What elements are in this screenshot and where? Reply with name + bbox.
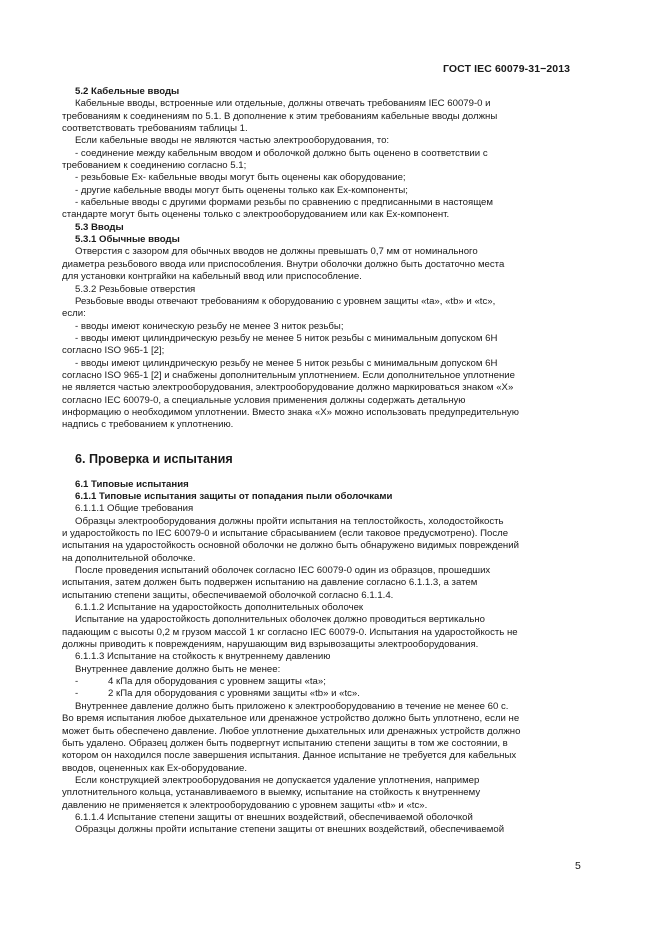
section-heading-6-1-1-1: 6.1.1.1 Общие требования: [75, 503, 194, 515]
list-dash: -: [75, 688, 79, 700]
text-line: диаметра резьбового ввода или приспособления. Внутри оболочки должно быть достаточно места: [62, 258, 505, 270]
text-line: котором он находился после завершения испытания. Данное испытание не требуется для кабельных: [62, 750, 517, 762]
list-item-text: 2 кПа для оборудования с уровнями защиты «tb» и «tc».: [108, 688, 360, 700]
text-line: требованиям к соединениям по 5.1. В дополнение к этим требованиям кабельные вводы должны: [62, 110, 498, 122]
list-item-text: 4 кПа для оборудования с уровнем защиты «ta»;: [108, 676, 326, 688]
text-line: Если конструкцией электрооборудования не допускается удаление уплотнения, например: [75, 774, 480, 786]
list-item: - вводы имеют цилиндрическую резьбу не менее 5 ниток резьбы с минимальным допуском 6H: [75, 332, 498, 344]
list-item: [62, 688, 584, 700]
section-heading-6: 6. Проверка и испытания: [75, 451, 233, 466]
text-line: Резьбовые вводы отвечают требованиям к оборудованию с уровнем защиты «ta», «tb» и «tc»,: [75, 295, 496, 307]
text-line: не является частью электрооборудования, электрооборудование должно маркироваться знаком «X»: [62, 382, 514, 394]
text-line: быть удалено. Образец должен быть подвергнут испытанию степени защиты в том же состоянии, в: [62, 737, 508, 749]
list-item: - вводы имеют цилиндрическую резьбу не менее 5 ниток резьбы с минимальным допуском 6H: [75, 357, 498, 369]
text-line: должны приводить к повреждениям, нарушающим вид взрывозащиты электрооборудования.: [62, 639, 479, 651]
text-line: Испытание на ударостойкость дополнительных оболочек должно проводиться вертикально: [75, 614, 485, 626]
text-line: согласно IEC 60079-0, а специальные условия применения должны содержать детальную: [62, 394, 466, 406]
text-line: если:: [62, 308, 86, 320]
list-item: - резьбовые Ex- кабельные вводы могут быть оценены как оборудование;: [75, 172, 406, 184]
text-line: После проведения испытаний оболочек согласно IEC 60079-0 один из образцов, прошедших: [75, 565, 491, 577]
text-line: требованием к соединению согласно 5.1;: [62, 160, 247, 172]
text-line: Отверстия с зазором для обычных вводов не должны превышать 0,7 мм от номинального: [75, 246, 478, 258]
text-line: вводов, оцененных как Ex-оборудование.: [62, 762, 248, 774]
section-heading-6-1-1-2: 6.1.1.2 Испытание на ударостойкость дополнительных оболочек: [75, 602, 364, 614]
text-line: и ударостойкость по IEC 60079-0 и испытание сбрасыванием (если таковое предусмотрено). После: [62, 528, 509, 539]
list-item: [62, 676, 584, 688]
list-item: - вводы имеют коническую резьбу не менее 3 ниток резьбы;: [75, 320, 344, 332]
text-line: уплотнительного кольца, устанавливаемого в выемку, испытание на стойкость к внутреннему: [62, 787, 481, 799]
text-line: стандарте могут быть оценены только с электрооборудованием или как Ex-компонент.: [62, 209, 450, 221]
text-line: надпись с требованием к уплотнению.: [62, 419, 234, 431]
text-line: Если кабельные вводы не являются частью электрооборудования, то:: [75, 135, 390, 147]
text-line: Внутреннее давление должно быть не менее:: [75, 663, 281, 675]
list-item: - кабельные вводы с другими формами резьбы по сравнению с предписанными в настоящем: [75, 197, 493, 209]
text-line: Образцы электрооборудования должны пройти испытания на теплостойкость, холодостойкость: [75, 515, 504, 527]
text-line: давлению не применяется к электрооборудованию с уровнем защиты «tb» и «tc».: [62, 799, 428, 811]
text-line: Образцы должны пройти испытание степени защиты от внешних воздействий, обеспечиваемой: [75, 824, 505, 836]
text-line: для установки контргайки на кабельный ввод или приспособление.: [62, 271, 362, 283]
text-line: испытанию степени защиты, обеспечиваемой оболочкой согласно 6.1.1.4.: [62, 589, 394, 601]
document-body: [62, 86, 584, 837]
list-item: - соединение между кабельным вводом и оболочкой должно быть оценено в соответствии с: [75, 147, 488, 159]
list-dash: -: [75, 676, 79, 688]
text-line: соответствовать требованиям таблицы 1.: [62, 123, 248, 135]
section-heading-5-2: 5.2 Кабельные вводы: [75, 86, 180, 97]
section-heading-6-1-1-4: 6.1.1.4 Испытание степени защиты от внешних воздействий, обеспечиваемой оболочкой: [75, 811, 473, 823]
section-heading-5-3-1: 5.3.1 Обычные вводы: [75, 234, 180, 246]
text-line: Во время испытания любое дыхательное или дренажное устройство должно быть уплотнено, если не: [62, 713, 520, 725]
text-line: испытания на ударостойкость основной оболочки не должно быть обнаружено видимых повреждений: [62, 540, 519, 552]
text-line: Внутреннее давление должно быть приложено к электрооборудованию в течение не менее 60 с.: [75, 700, 509, 712]
text-line: информацию о необходимом уплотнении. Вместо знака «X» можно использовать предупредительную: [62, 406, 519, 418]
list-item: - другие кабельные вводы могут быть оценены только как Ex-компоненты;: [75, 184, 408, 196]
section-heading-6-1-1-3: 6.1.1.3 Испытание на стойкость к внутреннему давлению: [75, 651, 331, 663]
section-heading-6-1: 6.1 Типовые испытания: [75, 478, 189, 490]
text-line: может быть обеспечено давление. Любое уплотнение дыхательных или дренажных устройств должно: [62, 725, 521, 737]
section-heading-5-3: 5.3 Вводы: [75, 221, 124, 233]
standard-header: ГОСТ IEC 60079-31−2013: [443, 63, 571, 75]
text-line: на дополнительной оболочке.: [62, 552, 196, 564]
page-number: 5: [575, 860, 581, 872]
text-line: испытания, затем должен быть подвержен испытанию на давление согласно 6.1.1.3, а затем: [62, 577, 478, 589]
text-line: падающим с высоты 0,2 м грузом массой 1 кг согласно IEC 60079-0. Испытания на ударостойкость не: [62, 626, 518, 638]
section-heading-5-3-2: 5.3.2 Резьбовые отверстия: [75, 283, 196, 295]
text-line: согласно ISO 965-1 [2] и снабжены дополнительным уплотнением. Если дополнительное уплотнение: [62, 369, 515, 381]
section-heading-6-1-1: 6.1.1 Типовые испытания защиты от попадания пыли оболочками: [75, 490, 393, 502]
text-line: согласно ISO 965-1 [2];: [62, 345, 165, 357]
text-line: Кабельные вводы, встроенные или отдельные, должны отвечать требованиям IEC 60079-0 и: [75, 98, 491, 110]
